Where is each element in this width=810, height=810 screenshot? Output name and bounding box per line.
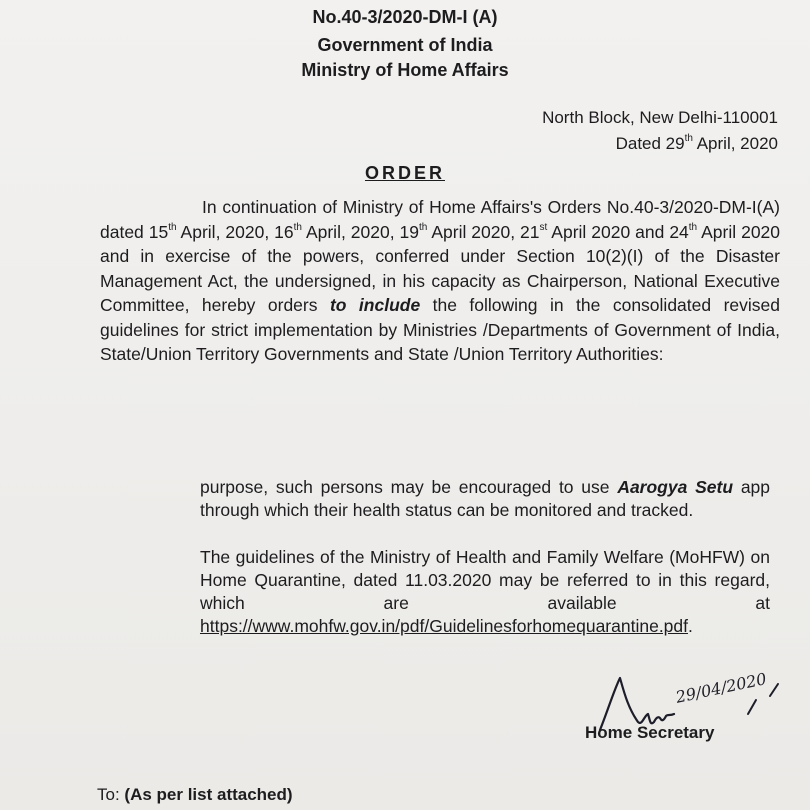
signatory-designation: Home Secretary <box>585 723 715 742</box>
mohfw-guidelines-link[interactable]: https://www.mohfw.gov.in/pdf/Guidelinesforhomequarantine.pdf <box>200 616 689 636</box>
excerpt-paragraph-mohfw-guidelines: The guidelines of the Ministry of Health and Family Welfare (MoHFW) on Home Quarantine, dated 11.03.2020 may be referred to in this regard, which are available at https://www.mohfw.gov.in/pdf/Guidelinesforhomequarantine.pdf. <box>200 547 770 636</box>
order-reference-number: No.40-3/2020-DM-I (A) <box>312 7 498 27</box>
handwritten-date: 29/04/2020 <box>674 669 769 707</box>
government-heading: Government of India <box>317 35 493 55</box>
dated-line: Dated 29th April, 2020 <box>615 133 778 153</box>
excerpt-paragraph-aarogya-setu: purpose, such persons may be encouraged to use Aarogya Setu app through which their health status can be monitored and tracked. <box>200 477 771 520</box>
order-paragraph: In continuation of Ministry of Home Affairs's Orders No.40-3/2020-DM-I(A) dated 15th April, 2020, 16th April, 2020, 19th April 2020, 21st April 2020 and 24th April 2020 and in exercise of the powers, conferred under Section 10(2)(I) of the Disaster Management Act, the undersigned, in his capacity as Chairperson, National Executive Committee, hereby orders to include the following in the consolidated revised guidelines for strict implementation by Ministries /Departments of Government of India, State/Union Territory Governments and State /Union Territory Authorities: <box>100 197 781 364</box>
address-line: North Block, New Delhi-110001 <box>542 108 778 127</box>
order-title: ORDER <box>364 163 445 183</box>
recipient-line: To: (As per list attached) <box>97 785 293 804</box>
aarogya-setu-app-name: Aarogya Setu <box>617 477 734 497</box>
ministry-heading: Ministry of Home Affairs <box>301 60 509 80</box>
emphasis-to-include: to include <box>329 295 421 315</box>
recipient-list: (As per list attached) <box>124 785 293 804</box>
